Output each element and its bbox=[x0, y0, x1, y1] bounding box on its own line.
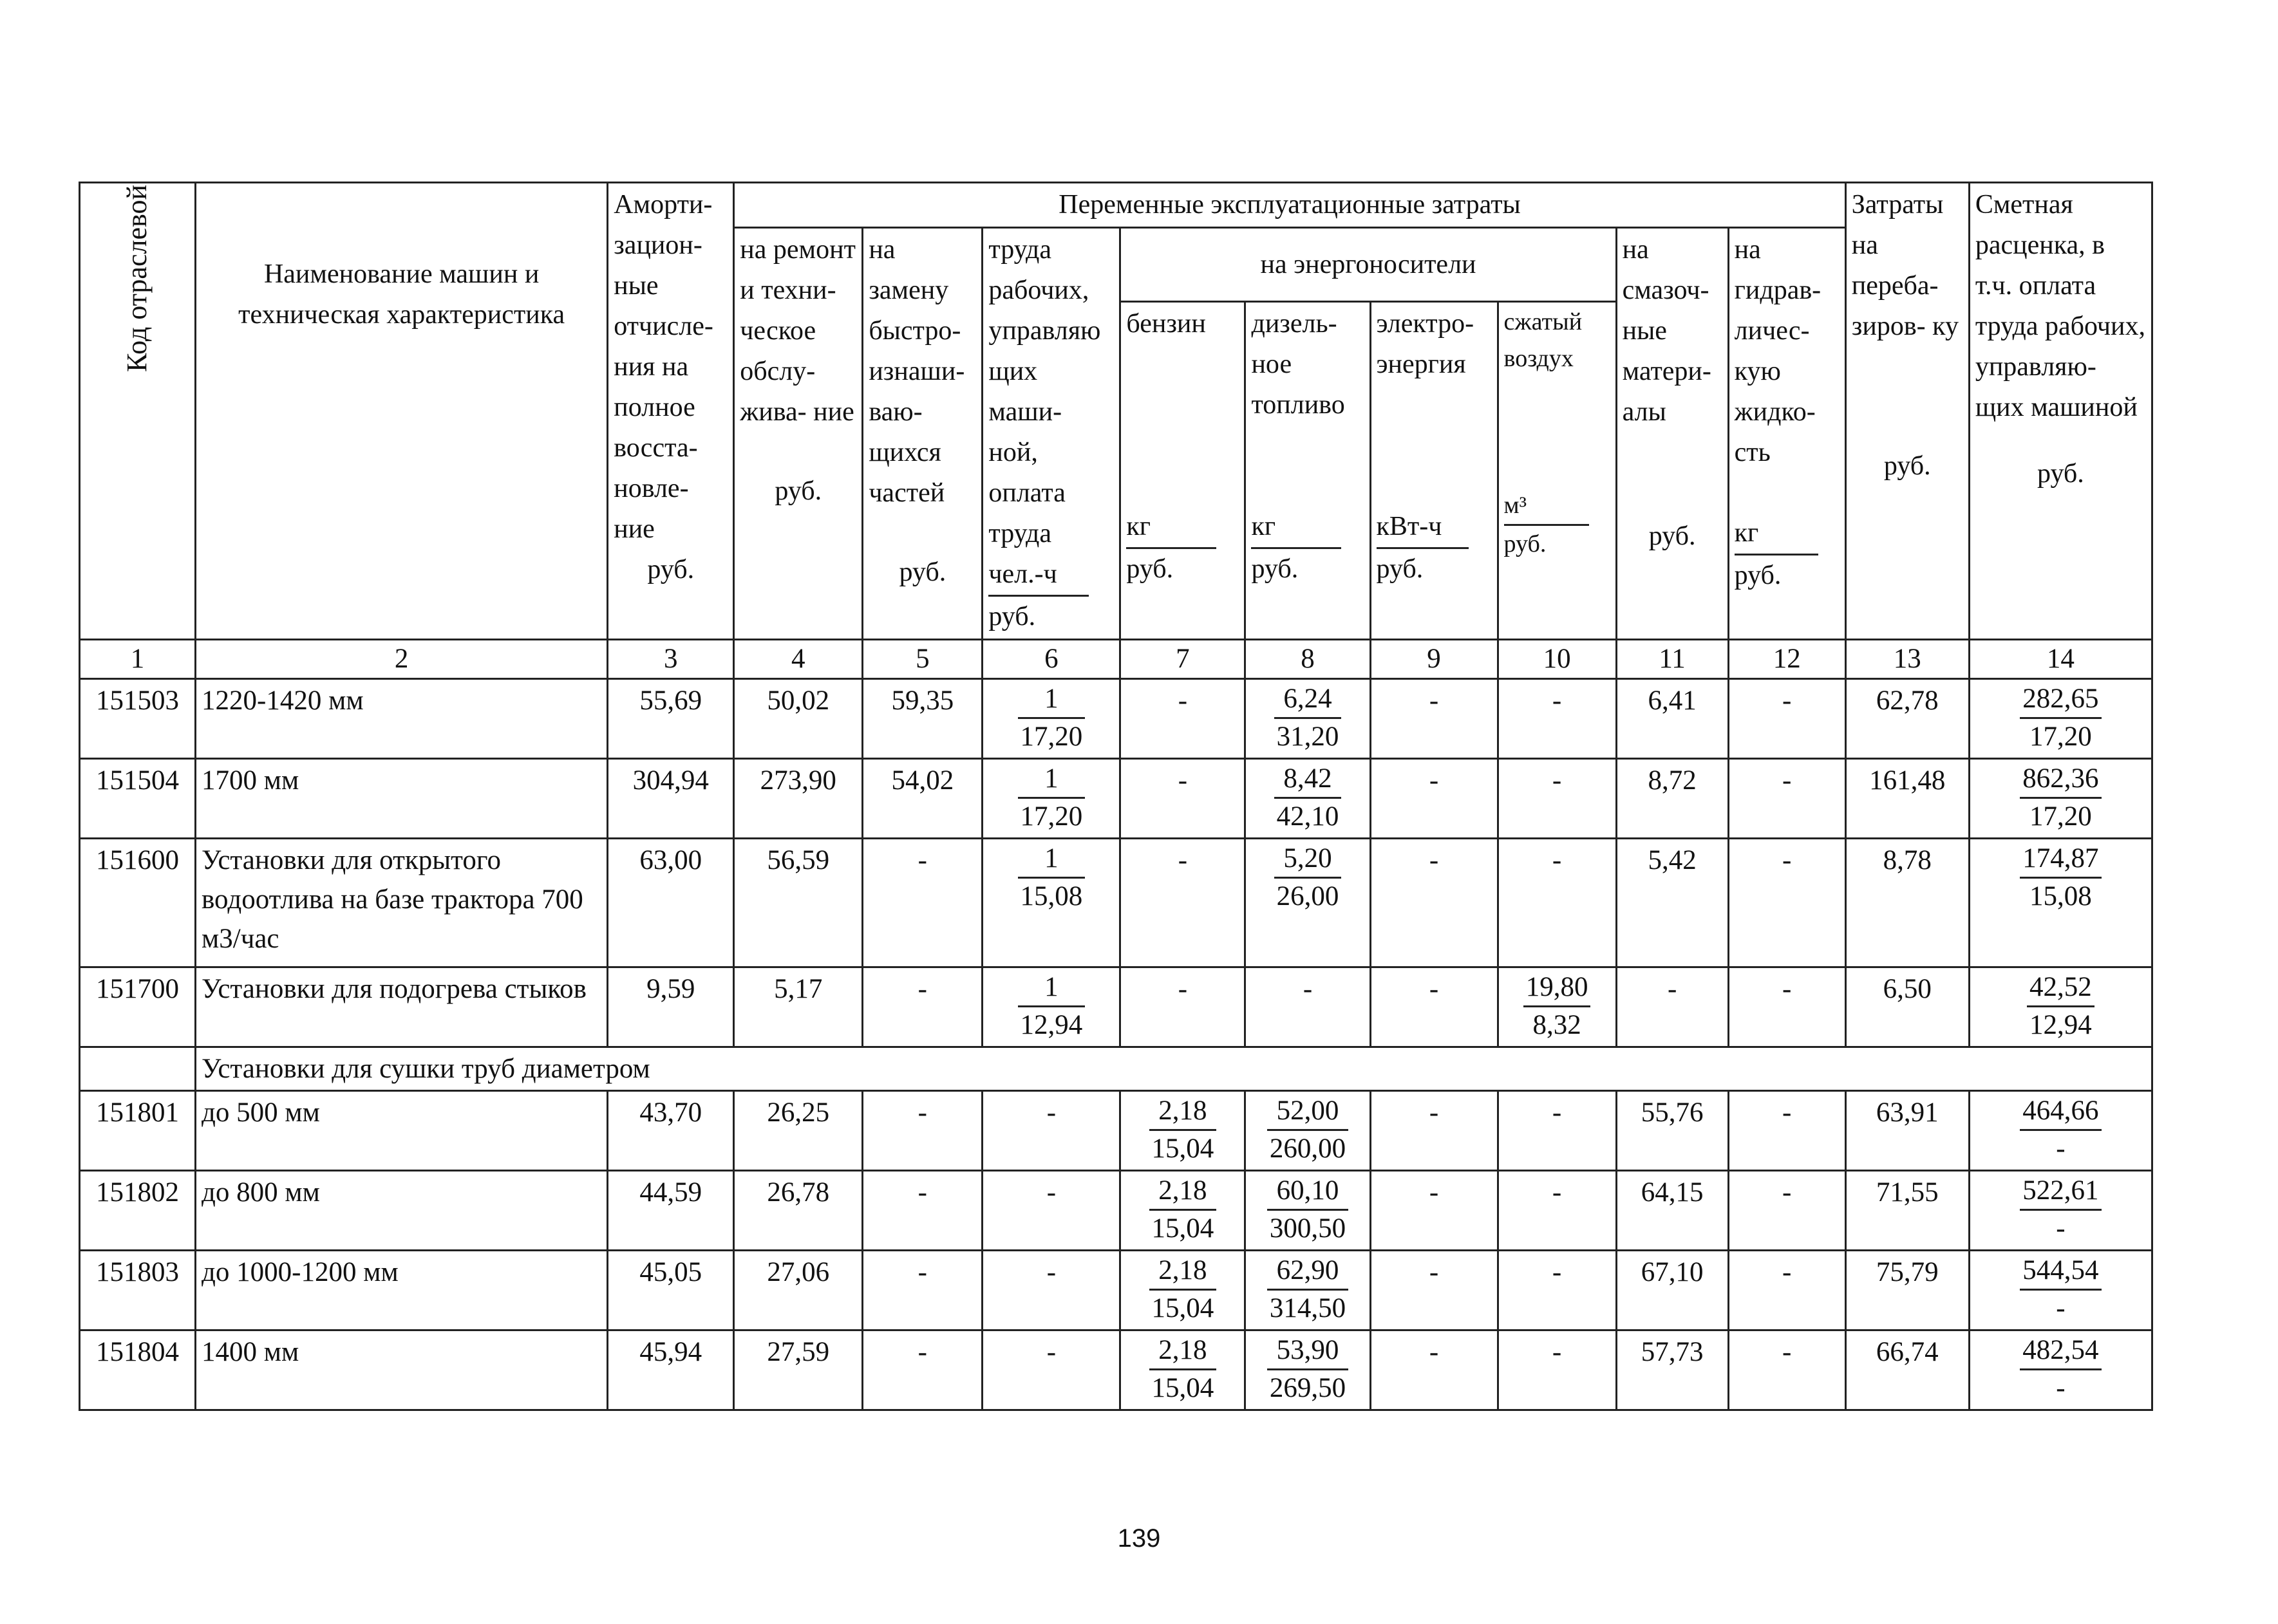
cell-amort: 45,94 bbox=[608, 1330, 734, 1410]
table-row bbox=[80, 679, 2152, 759]
cell-lube: 6,41 bbox=[1616, 679, 1728, 759]
cell-lube: - bbox=[1616, 967, 1728, 1047]
cell-parts: - bbox=[863, 839, 983, 967]
cell-parts: - bbox=[863, 967, 983, 1047]
row-name: 1220-1420 мм bbox=[196, 679, 608, 759]
cell-hydraulic: - bbox=[1728, 1091, 1845, 1171]
row-code: 151803 bbox=[80, 1251, 196, 1330]
cell-estimate: $\frac{174,87}{15,08}$ bbox=[1969, 839, 2152, 967]
table-row bbox=[80, 1047, 2152, 1091]
cell-repair: 26,78 bbox=[734, 1171, 863, 1251]
col-number: 3 bbox=[608, 640, 734, 679]
table-row bbox=[80, 759, 2152, 839]
table-row bbox=[80, 1171, 2152, 1251]
header-variable: Переменные эксплуатационные затраты bbox=[734, 183, 1846, 228]
cell-repair: 5,17 bbox=[734, 967, 863, 1047]
cell-petrol: - bbox=[1120, 759, 1245, 839]
cell-air: - bbox=[1498, 1171, 1616, 1251]
cell-relocation: 62,78 bbox=[1845, 679, 1969, 759]
row-code: 151600 bbox=[80, 839, 196, 967]
cell-electric: - bbox=[1370, 967, 1498, 1047]
col-number: 2 bbox=[196, 640, 608, 679]
header-air: сжатый воздух м³ руб. bbox=[1498, 302, 1616, 640]
cell-amort: 63,00 bbox=[608, 839, 734, 967]
cell-repair: 26,25 bbox=[734, 1091, 863, 1171]
header-estimate: Сметная расценка, в т.ч. оплата труда рабочих, управляю- щих машиной руб. bbox=[1969, 183, 2152, 640]
cell-electric: - bbox=[1370, 1091, 1498, 1171]
cell-air: - bbox=[1498, 1091, 1616, 1171]
col-number: 5 bbox=[863, 640, 983, 679]
row-code: 151503 bbox=[80, 679, 196, 759]
cell-lube: 67,10 bbox=[1616, 1251, 1728, 1330]
cell-hydraulic: - bbox=[1728, 759, 1845, 839]
cell-estimate: $\frac{282,65}{17,20}$ bbox=[1969, 679, 2152, 759]
cell-estimate: $\frac{544,54}{-}$ bbox=[1969, 1251, 2152, 1330]
cell-relocation: 63,91 bbox=[1845, 1091, 1969, 1171]
cell-parts: 59,35 bbox=[863, 679, 983, 759]
subheading: Установки для сушки труб диаметром bbox=[196, 1047, 2152, 1091]
cell-electric: - bbox=[1370, 1171, 1498, 1251]
cell-petrol: $\frac{2,18}{15,04}$ bbox=[1120, 1251, 1245, 1330]
cell-diesel: $\frac{53,90}{269,50}$ bbox=[1245, 1330, 1370, 1410]
cell-parts: - bbox=[863, 1330, 983, 1410]
cell-lube: 5,42 bbox=[1616, 839, 1728, 967]
header-amort: Аморти- зацион- ные отчисле- ния на полное восста- новле- ние руб. bbox=[608, 183, 734, 640]
row-code: 151504 bbox=[80, 759, 196, 839]
cell-air: $\frac{19,80}{8,32}$ bbox=[1498, 967, 1616, 1047]
cell-amort: 44,59 bbox=[608, 1171, 734, 1251]
row-name: до 800 мм bbox=[196, 1171, 608, 1251]
col-number: 11 bbox=[1616, 640, 1728, 679]
col-number: 6 bbox=[983, 640, 1120, 679]
cell-lube: 64,15 bbox=[1616, 1171, 1728, 1251]
cell-air: - bbox=[1498, 679, 1616, 759]
cell-diesel: $\frac{6,24}{31,20}$ bbox=[1245, 679, 1370, 759]
header-petrol: бензин кг руб. bbox=[1120, 302, 1245, 640]
cell-relocation: 6,50 bbox=[1845, 967, 1969, 1047]
column-numbers-row bbox=[80, 640, 2152, 679]
cell-air: - bbox=[1498, 1251, 1616, 1330]
row-code: 151802 bbox=[80, 1171, 196, 1251]
cell-amort: 55,69 bbox=[608, 679, 734, 759]
cell-amort: 9,59 bbox=[608, 967, 734, 1047]
cell-hydraulic: - bbox=[1728, 1330, 1845, 1410]
cell-electric: - bbox=[1370, 1330, 1498, 1410]
cell-parts: - bbox=[863, 1091, 983, 1171]
header-repair: на ремонт и техни- ческое обслу- жива- ние руб. bbox=[734, 228, 863, 640]
header-electric: электро- энергия кВт-ч руб. bbox=[1370, 302, 1498, 640]
cell-petrol: - bbox=[1120, 679, 1245, 759]
cell-parts: - bbox=[863, 1171, 983, 1251]
cell-petrol: - bbox=[1120, 967, 1245, 1047]
header-relocation: Затраты на переба- зиров- ку руб. bbox=[1845, 183, 1969, 640]
row-code: 151804 bbox=[80, 1330, 196, 1410]
table-row bbox=[80, 1091, 2152, 1171]
col-number: 13 bbox=[1845, 640, 1969, 679]
cell-electric: - bbox=[1370, 679, 1498, 759]
cell-hydraulic: - bbox=[1728, 1171, 1845, 1251]
cell-labor: - bbox=[983, 1091, 1120, 1171]
cell-estimate: $\frac{522,61}{-}$ bbox=[1969, 1171, 2152, 1251]
header-lube: на смазоч- ные матери- алы руб. bbox=[1616, 228, 1728, 640]
cell-electric: - bbox=[1370, 1251, 1498, 1330]
cell-parts: - bbox=[863, 1251, 983, 1330]
col-number: 12 bbox=[1728, 640, 1845, 679]
cell-hydraulic: - bbox=[1728, 967, 1845, 1047]
header-row bbox=[80, 183, 2152, 228]
cell-relocation: 8,78 bbox=[1845, 839, 1969, 967]
cell-amort: 45,05 bbox=[608, 1251, 734, 1330]
cell-diesel: $\frac{52,00}{260,00}$ bbox=[1245, 1091, 1370, 1171]
col-number: 8 bbox=[1245, 640, 1370, 679]
cell-air: - bbox=[1498, 1330, 1616, 1410]
cell-relocation: 66,74 bbox=[1845, 1330, 1969, 1410]
cell-labor: $\frac{1}{17,20}$ bbox=[983, 679, 1120, 759]
cell-estimate: $\frac{42,52}{12,94}$ bbox=[1969, 967, 2152, 1047]
row-name: до 500 мм bbox=[196, 1091, 608, 1171]
header-code: Код отраслевой bbox=[80, 183, 196, 640]
header-energy: на энергоносители bbox=[1120, 228, 1616, 302]
cell-diesel: - bbox=[1245, 967, 1370, 1047]
cell-repair: 56,59 bbox=[734, 839, 863, 967]
header-diesel: дизель- ное топливо кг руб. bbox=[1245, 302, 1370, 640]
cell-hydraulic: - bbox=[1728, 1251, 1845, 1330]
cell-air: - bbox=[1498, 759, 1616, 839]
col-number: 9 bbox=[1370, 640, 1498, 679]
cell-electric: - bbox=[1370, 839, 1498, 967]
row-code: 151700 bbox=[80, 967, 196, 1047]
row-name: 1400 мм bbox=[196, 1330, 608, 1410]
row-name: до 1000-1200 мм bbox=[196, 1251, 608, 1330]
cell-air: - bbox=[1498, 839, 1616, 967]
cell-lube: 57,73 bbox=[1616, 1330, 1728, 1410]
cell-petrol: $\frac{2,18}{15,04}$ bbox=[1120, 1171, 1245, 1251]
cell-hydraulic: - bbox=[1728, 839, 1845, 967]
cell-diesel: $\frac{8,42}{42,10}$ bbox=[1245, 759, 1370, 839]
cell-amort: 304,94 bbox=[608, 759, 734, 839]
table-row bbox=[80, 1251, 2152, 1330]
col-number: 10 bbox=[1498, 640, 1616, 679]
col-number: 1 bbox=[80, 640, 196, 679]
row-name: Установки для подогрева стыков bbox=[196, 967, 608, 1047]
cell-repair: 27,06 bbox=[734, 1251, 863, 1330]
cell-petrol: $\frac{2,18}{15,04}$ bbox=[1120, 1330, 1245, 1410]
cell-estimate: $\frac{862,36}{17,20}$ bbox=[1969, 759, 2152, 839]
table-row bbox=[80, 839, 2152, 967]
cell-estimate: $\frac{482,54}{-}$ bbox=[1969, 1330, 2152, 1410]
cell-labor: $\frac{1}{17,20}$ bbox=[983, 759, 1120, 839]
cell-labor: - bbox=[983, 1330, 1120, 1410]
cell-diesel: $\frac{62,90}{314,50}$ bbox=[1245, 1251, 1370, 1330]
cell-labor: - bbox=[983, 1171, 1120, 1251]
cell-amort: 43,70 bbox=[608, 1091, 734, 1171]
cell-lube: 8,72 bbox=[1616, 759, 1728, 839]
row-name: 1700 мм bbox=[196, 759, 608, 839]
page-number: 139 bbox=[1117, 1524, 1161, 1553]
cell-relocation: 75,79 bbox=[1845, 1251, 1969, 1330]
col-number: 7 bbox=[1120, 640, 1245, 679]
col-number: 14 bbox=[1969, 640, 2152, 679]
cell-repair: 27,59 bbox=[734, 1330, 863, 1410]
table-row bbox=[80, 967, 2152, 1047]
cell-petrol: - bbox=[1120, 839, 1245, 967]
cell-relocation: 161,48 bbox=[1845, 759, 1969, 839]
cell-parts: 54,02 bbox=[863, 759, 983, 839]
header-parts: на замену быстро- изнаши- ваю- щихся частей руб. bbox=[863, 228, 983, 640]
header-labor: труда рабочих, управляю щих маши- ной, оплата труда чел.-ч руб. bbox=[983, 228, 1120, 640]
cell-relocation: 71,55 bbox=[1845, 1171, 1969, 1251]
col-number: 4 bbox=[734, 640, 863, 679]
cell-labor: - bbox=[983, 1251, 1120, 1330]
cell-labor: $\frac{1}{12,94}$ bbox=[983, 967, 1120, 1047]
cell-lube: 55,76 bbox=[1616, 1091, 1728, 1171]
table-row bbox=[80, 1330, 2152, 1410]
header-hydraulic: на гидрав- личес- кую жидко- сть кг руб. bbox=[1728, 228, 1845, 640]
cell-estimate: $\frac{464,66}{-}$ bbox=[1969, 1091, 2152, 1171]
cost-table bbox=[79, 182, 2153, 1411]
cell-repair: 273,90 bbox=[734, 759, 863, 839]
cell-electric: - bbox=[1370, 759, 1498, 839]
cell-repair: 50,02 bbox=[734, 679, 863, 759]
header-name: Наименование машин и техническая характеристика bbox=[196, 183, 608, 640]
row-name: Установки для открытого водоотлива на базе трактора 700 м3/час bbox=[196, 839, 608, 967]
cell-petrol: $\frac{2,18}{15,04}$ bbox=[1120, 1091, 1245, 1171]
cell-hydraulic: - bbox=[1728, 679, 1845, 759]
row-code: 151801 bbox=[80, 1091, 196, 1171]
cell-diesel: $\frac{5,20}{26,00}$ bbox=[1245, 839, 1370, 967]
cell-diesel: $\frac{60,10}{300,50}$ bbox=[1245, 1171, 1370, 1251]
cell-labor: $\frac{1}{15,08}$ bbox=[983, 839, 1120, 967]
